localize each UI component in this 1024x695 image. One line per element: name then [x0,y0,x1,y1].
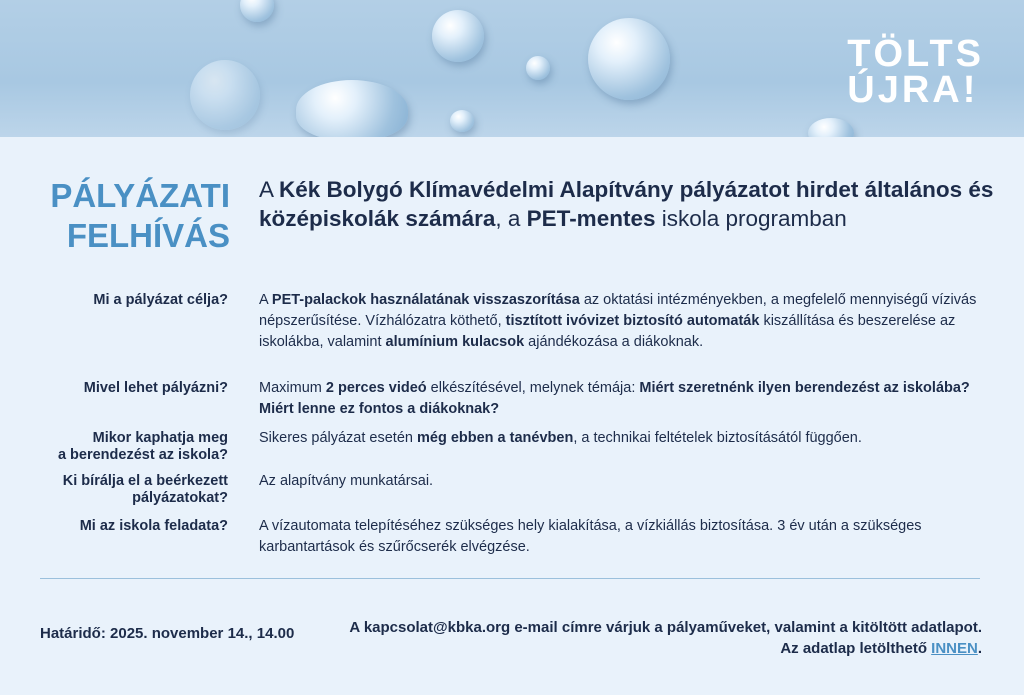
contact-end: . [977,640,982,657]
intro-t3: iskola programban [655,206,847,231]
answer-text: kiszállítása és beszerelése az iskolákba, valamint [259,313,956,350]
faq-answer [259,471,994,492]
answer-bold: Miért szeretnénk ilyen berendezést az iskolába? Miért lenne ez fontos a diákoknak? [259,380,970,417]
water-drop [450,110,474,132]
faq-answer [259,290,994,353]
answer-text: A vízautomata telepítéséhez szükséges hely kialakítása, a vízkiállás biztosítása. 3 év után a szükséges karbantartások és szűrőcserék elvégzése. [259,518,922,555]
answer-bold: alumínium kulacsok [385,334,525,350]
water-drop [240,0,274,22]
answer-text: az oktatási intézményekben, a megfelelő mennyiségű vízivás népszerűsítése. Vízhálózatra köthető, [259,292,977,329]
faq-question: Mivel lehet pályázni? [83,380,228,396]
question-line: Mikor kaphatja meg [92,430,228,446]
water-drop [190,60,260,130]
tolts-ujra-logo [847,33,984,111]
contact-body: A kapcsolat@kbka.org e-mail címre várjuk a pályaműveket, valamint a kitöltött adatlapot. Az adatlap letölthető [349,619,982,657]
answer-text: Az alapítvány munkatársai. [259,473,434,489]
answer-text: elkészítésével, melynek témája: [426,380,640,396]
logo-line-2: ÚJRA! [847,69,979,111]
answer-text: A [259,292,272,308]
faq-answer [259,428,994,449]
intro-text [259,175,999,233]
faq-answer [259,378,994,420]
header-banner-image [0,0,1024,137]
water-drop [808,118,854,137]
answer-text: Sikeres pályázat esetén [259,430,417,446]
water-drop [296,80,408,137]
answer-text: ajándékozása a diákoknak. [524,334,704,350]
water-drop [588,18,670,100]
divider [40,578,980,579]
question-line: a berendezést az iskola? [57,447,228,463]
intro-b1: Kék Bolygó Klímavédelmi Alapítvány pályázatot hirdet általános és középiskolák számára [259,177,994,231]
question-line: Ki bírálja el a beérkezett [62,473,228,489]
faq-question [20,473,228,507]
answer-bold: 2 perces videó [325,380,427,396]
page-title [40,176,230,256]
answer-bold: PET-palackok használatának visszaszorítása [271,292,580,308]
page-title-line-1: PÁLYÁZATI [50,177,230,214]
faq-question: Mi az iskola feladata? [79,518,228,534]
answer-bold: tisztított ivóvizet biztosító automaták [505,313,760,329]
faq-question [20,430,228,464]
faq-question: Mi a pályázat célja? [93,292,228,308]
answer-bold: még ebben a tanévben [416,430,574,446]
intro-b2: PET-mentes [526,206,656,231]
contact-text [330,617,982,659]
page-title-line-2: FELHÍVÁS [66,217,230,254]
download-link[interactable]: INNEN [931,640,978,657]
question-line: pályázatokat? [132,490,228,506]
intro-t2: , a [495,206,527,231]
water-drop [526,56,550,80]
answer-text: , a technikai feltételek biztosításától függően. [573,430,862,446]
deadline-text: Határidő: 2025. november 14., 14.00 [40,625,295,642]
water-drop [432,10,484,62]
faq-answer [259,516,994,558]
answer-text: Maximum [259,380,326,396]
intro-t1: A [259,177,280,202]
logo-line-1: TÖLTS [847,33,984,75]
